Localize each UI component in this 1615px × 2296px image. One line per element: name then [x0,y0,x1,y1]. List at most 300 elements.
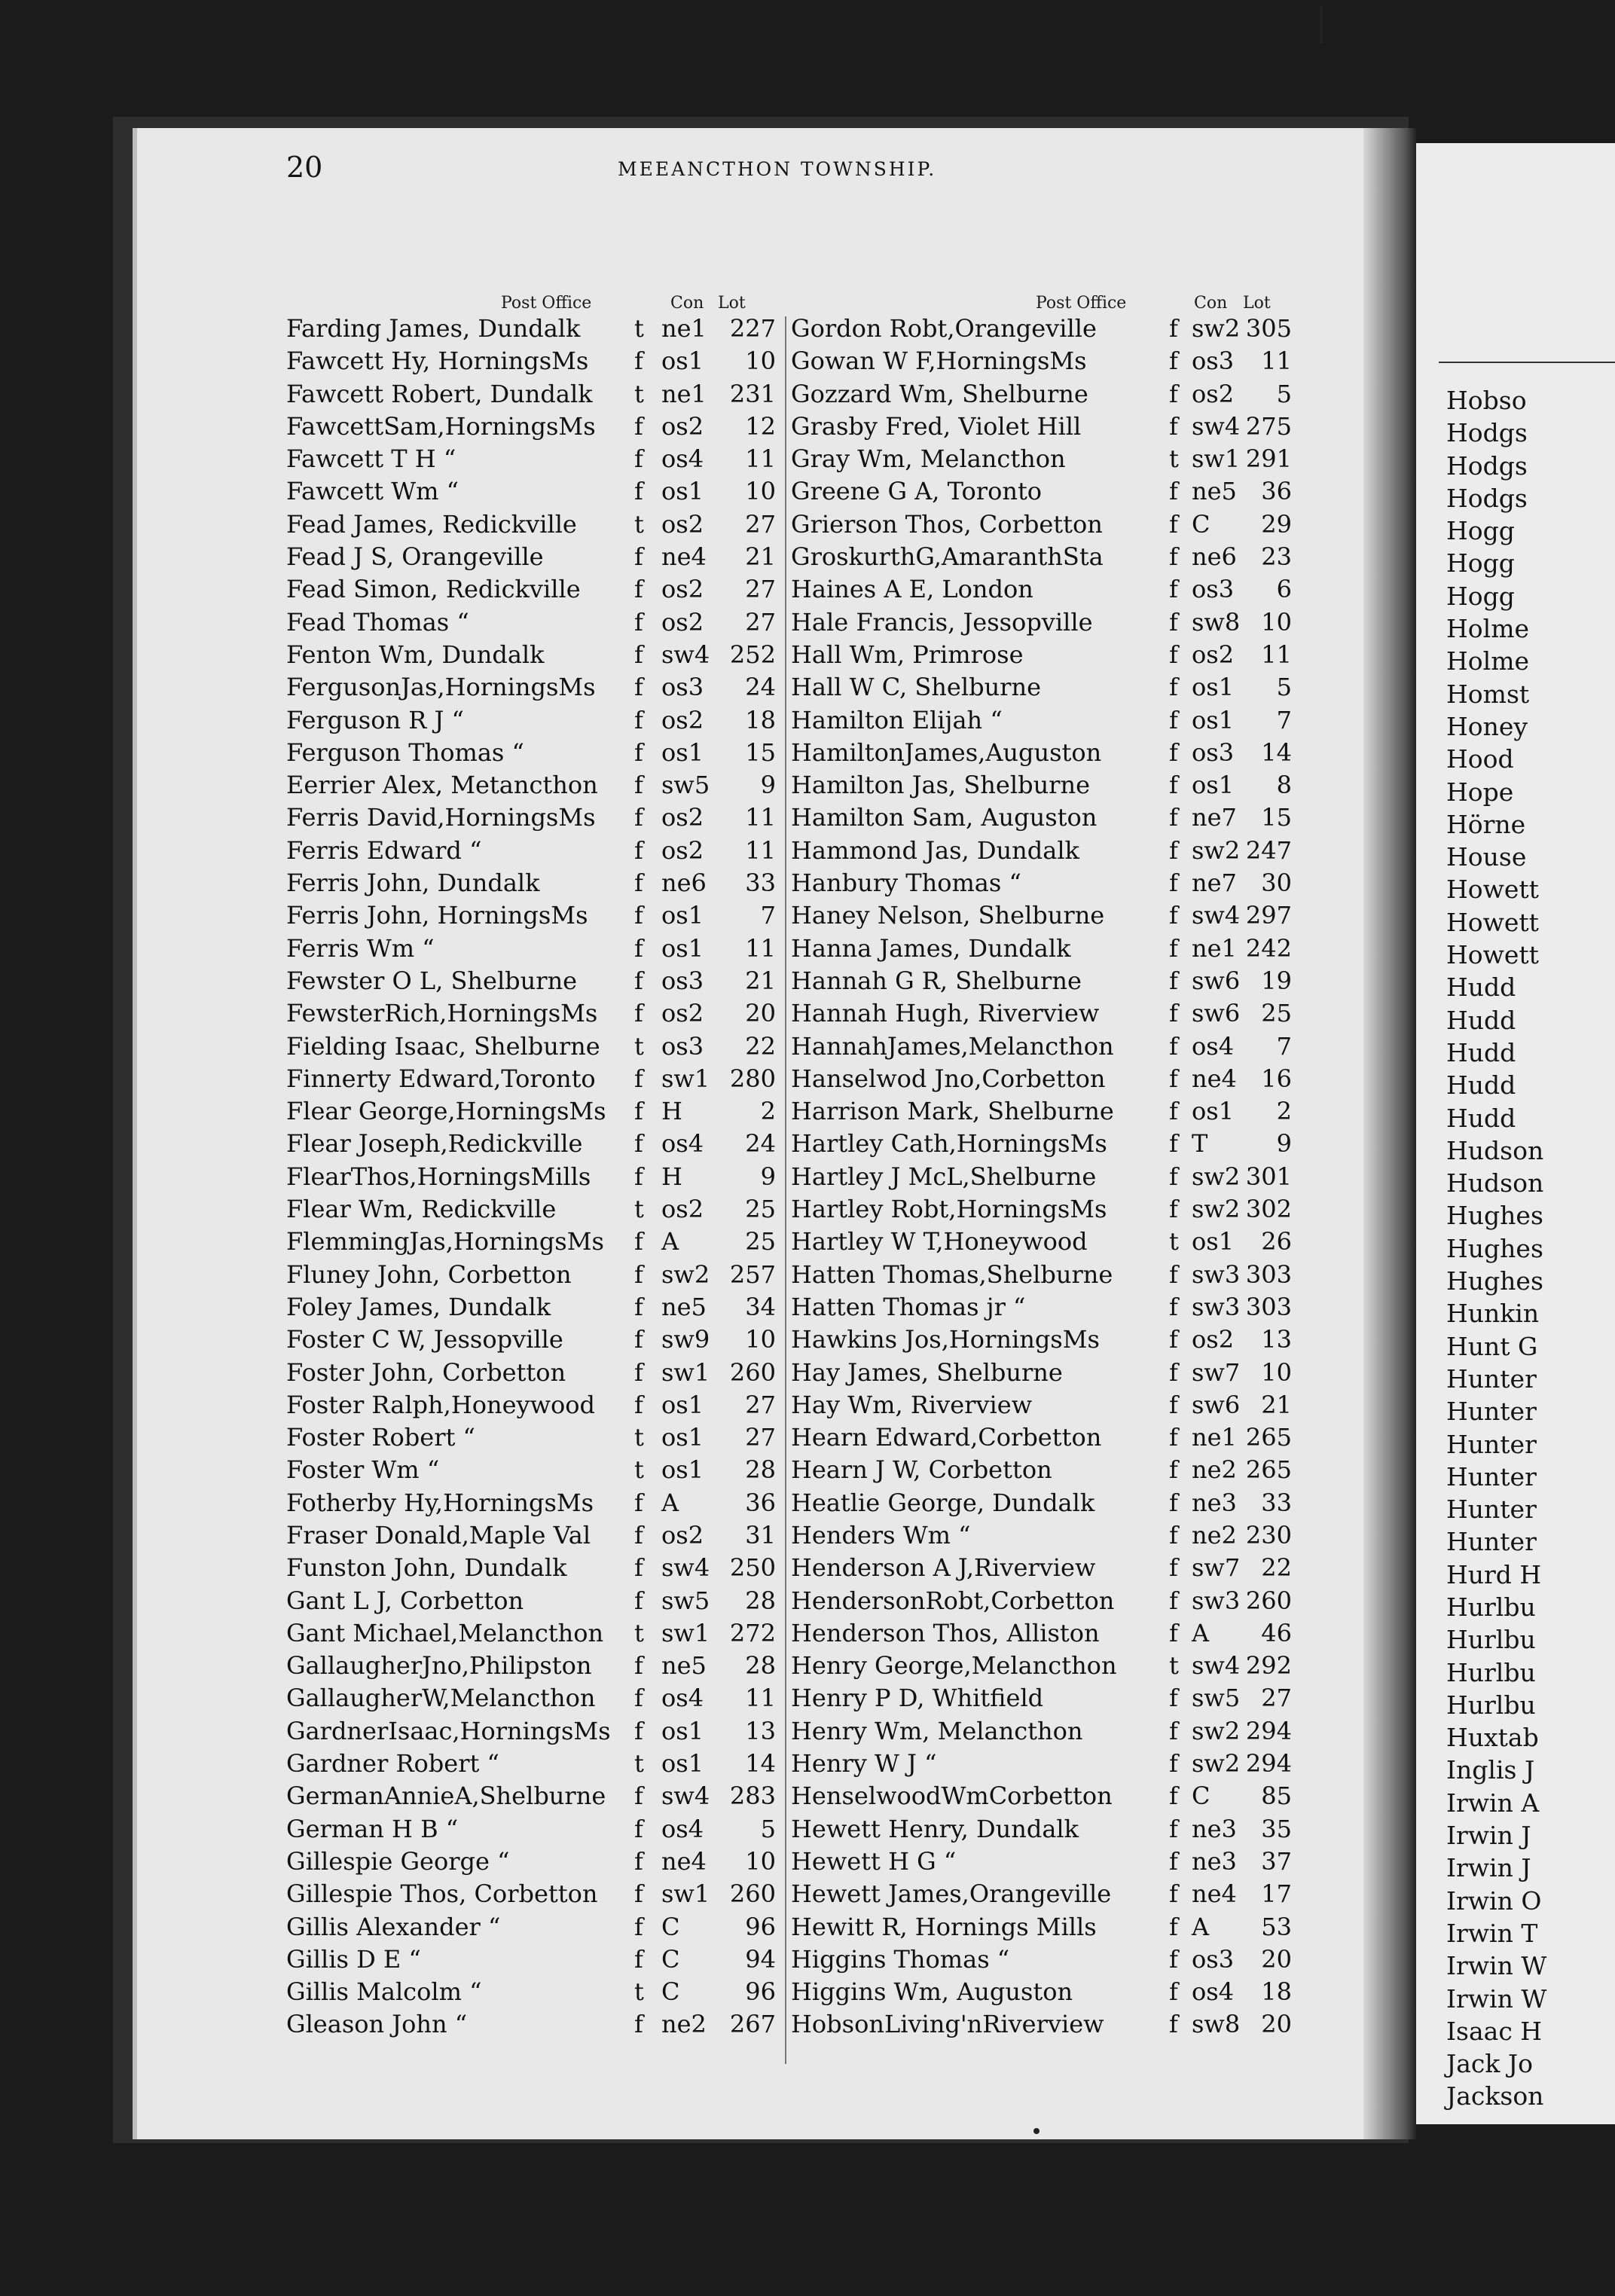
book-gutter [1363,128,1416,2139]
entry-type: f [634,1716,643,1745]
entry-name: Hartley J McL,Shelburne [791,1162,1097,1191]
entry-type: f [634,2010,643,2039]
entry-name: Gillespie George “ [286,1846,510,1876]
entry-concession: os1 [661,933,704,963]
entry-type: f [1169,705,1178,734]
directory-entry [286,1324,776,1356]
entry-lot: 27 [745,607,776,637]
entry-name: Flear Wm, Redickville [286,1195,557,1224]
entry-lot: 30 [1261,869,1292,898]
entry-name: FlearThos,HorningsMills [286,1162,591,1191]
entry-lot: 294 [1245,1749,1292,1778]
entry-name: Ferguson Thomas “ [286,737,524,767]
entry-concession: os4 [661,1129,704,1159]
entry-type: f [1169,1912,1178,1941]
facing-page-entry: Howett [1446,907,1539,937]
facing-page-entry: Irwin J [1446,1853,1531,1883]
entry-lot: 27 [1261,1684,1292,1713]
entry-type: f [1169,1749,1178,1778]
entry-type: f [634,1586,643,1615]
entry-type: f [1169,1325,1178,1354]
directory-entry [286,1911,776,1943]
entry-name: Foley James, Dundalk [286,1292,551,1321]
entry-lot: 267 [729,2010,776,2039]
entry-name: Heatlie George, Dundalk [791,1488,1095,1517]
entry-concession: sw2 [661,1259,710,1289]
entry-type: f [1169,575,1178,604]
directory-entry [286,378,776,411]
page-header [0,151,1409,196]
entry-name: GermanAnnieA,Shelburne [286,1782,606,1811]
entry-concession: ne6 [661,869,707,898]
entry-lot: 21 [1261,1390,1292,1419]
entry-name: Ferris John, Dundalk [286,869,540,898]
entry-lot: 252 [729,640,776,669]
directory-entry [791,475,1292,508]
entry-type: f [634,803,643,832]
entry-lot: 5 [1276,379,1292,408]
entry-name: FawcettSam,HorningsMs [286,411,596,441]
entry-type: f [1169,1455,1178,1485]
entry-lot: 2 [760,1097,776,1126]
entry-lot: 16 [1261,1064,1292,1093]
entry-concession: sw8 [1192,607,1241,637]
entry-type: f [1169,347,1178,376]
entry-concession: sw1 [661,1879,710,1909]
entry-name: Gowan W F,HorningsMs [791,347,1087,376]
entry-name: Grierson Thos, Corbetton [791,509,1103,539]
entry-name: Henry Wm, Melancthon [791,1716,1083,1745]
entry-lot: 303 [1245,1259,1292,1289]
entry-lot: 242 [1245,933,1292,963]
entry-lot: 297 [1245,901,1292,930]
directory-entry [791,1976,1292,2008]
entry-name: Fenton Wm, Dundalk [286,640,545,669]
entry-name: Ferris Wm “ [286,933,435,963]
entry-name: Gillis Malcolm “ [286,1977,482,2007]
entry-concession: ne4 [1192,1879,1237,1909]
entry-concession: sw1 [661,1064,710,1093]
entry-lot: 36 [745,1488,776,1517]
entry-concession: ne3 [1192,1846,1237,1876]
entry-lot: 28 [745,1586,776,1615]
entry-name: Haney Nelson, Shelburne [791,901,1105,930]
entry-type: t [634,1423,644,1452]
entry-lot: 305 [1245,314,1292,343]
entry-lot: 13 [1261,1325,1292,1354]
entry-concession: os2 [661,575,704,604]
entry-type: f [634,1553,643,1583]
directory-entry [791,1780,1292,1812]
entry-type: t [634,509,644,539]
entry-concession: os1 [1192,673,1235,702]
entry-name: Fead Simon, Redickville [286,575,581,604]
entry-name: Greene G A, Toronto [791,477,1043,506]
entry-name: Gardner Robert “ [286,1749,499,1778]
entry-name: Ferguson R J “ [286,705,464,734]
entry-concession: os3 [661,673,704,702]
entry-lot: 33 [1261,1488,1292,1517]
entry-type: f [1169,542,1178,572]
entry-type: f [634,347,643,376]
entry-name: Fead Thomas “ [286,607,469,637]
entry-name: Fawcett Wm “ [286,477,459,506]
entry-concession: ne3 [1192,1488,1237,1517]
entry-lot: 21 [745,966,776,995]
entry-concession: os1 [661,1749,704,1778]
entry-name: Fielding Isaac, Shelburne [286,1031,600,1061]
running-title: MEEANCTHON TOWNSHIP. [618,158,937,180]
entry-type: t [1169,1651,1179,1681]
entry-lot: 25 [745,1227,776,1256]
entry-type: f [1169,1814,1178,1843]
entry-lot: 10 [745,347,776,376]
entry-name: GallaugherJno,Philipston [286,1651,592,1681]
facing-page-entry: Irwin W [1446,1951,1547,1981]
entry-concession: ne5 [661,1651,707,1681]
facing-page-entry: Irwin T [1446,1918,1538,1948]
entry-concession: C [1192,509,1210,539]
entry-lot: 283 [729,1782,776,1811]
entry-lot: 20 [1261,1944,1292,1974]
entry-concession: sw2 [1192,1162,1241,1191]
entry-type: f [634,1292,643,1321]
entry-concession: ne2 [1192,1520,1237,1549]
entry-concession: ne7 [1192,869,1237,898]
entry-name: Hanbury Thomas “ [791,869,1021,898]
entry-concession: os3 [661,966,704,995]
directory-entry [286,801,776,834]
directory-entry [286,704,776,737]
directory-entry [791,801,1292,834]
entry-lot: 21 [745,542,776,572]
facing-page-entry: Irwin J [1446,1821,1531,1851]
entry-concession: os4 [661,1684,704,1713]
entry-name: Gillis Alexander “ [286,1912,501,1941]
directory-entry [791,1585,1292,1617]
entry-type: f [634,1390,643,1419]
entry-lot: 12 [745,411,776,441]
entry-type: f [634,673,643,702]
entry-type: f [634,1325,643,1354]
facing-page-entry: Hurlbu [1446,1690,1536,1720]
entry-concession: sw3 [1192,1259,1241,1289]
entry-type: f [1169,1520,1178,1549]
entry-name: Henderson Thos, Alliston [791,1618,1100,1647]
directory-entry [791,1748,1292,1780]
entry-lot: 15 [745,737,776,767]
entry-lot: 31 [745,1520,776,1549]
entry-lot: 265 [1245,1423,1292,1452]
entry-lot: 303 [1245,1292,1292,1321]
directory-entry [286,835,776,867]
entry-lot: 27 [745,1390,776,1419]
facing-page-entry: Hunter [1446,1397,1537,1427]
entry-concession: os1 [661,1423,704,1452]
facing-page-entry: Isaac H [1446,2016,1543,2046]
entry-concession: os2 [661,607,704,637]
entry-concession: sw8 [1192,2010,1241,2039]
entry-name: Hale Francis, Jessopville [791,607,1093,637]
entry-concession: ne1 [1192,1423,1237,1452]
entry-type: f [1169,1586,1178,1615]
entry-lot: 9 [760,771,776,800]
facing-page-entry: Hogg [1446,581,1515,611]
facing-page-list [1446,384,1546,2113]
entry-type: f [634,1684,643,1713]
entry-type: f [634,1162,643,1191]
entry-concession: sw9 [661,1325,710,1354]
directory-entry [286,867,776,899]
facing-page-entry: Hurlbu [1446,1625,1536,1655]
entry-type: f [634,771,643,800]
directory-entry [791,899,1292,932]
entry-name: Hartley Cath,HorningsMs [791,1129,1107,1159]
entry-concession: os2 [661,803,704,832]
header-con: Con [1194,294,1228,313]
scan-speck [1320,6,1323,44]
directory-entry [286,965,776,997]
entry-type: f [634,542,643,572]
directory-column-right [791,294,1292,2041]
directory-entry [286,1030,776,1063]
entry-name: Gillespie Thos, Corbetton [286,1879,598,1909]
entry-type: f [1169,1846,1178,1876]
directory-entry [791,411,1292,443]
directory-entry [791,1487,1292,1519]
directory-entry [286,573,776,606]
facing-page-entry: Hudd [1446,1103,1516,1133]
entry-concession: A [661,1227,679,1256]
entry-name: Ferris John, HorningsMs [286,901,588,930]
facing-page-entry: Howett [1446,875,1539,905]
entry-name: Ferris Edward “ [286,835,482,865]
entry-concession: sw2 [1192,1749,1241,1778]
entry-concession: os3 [1192,347,1235,376]
directory-entry [791,1389,1292,1421]
entry-concession: ne6 [1192,542,1237,572]
entry-type: f [1169,1129,1178,1159]
entry-type: f [1169,1097,1178,1126]
directory-entry [791,1682,1292,1714]
directory-entry [791,508,1292,541]
entry-name: Harrison Mark, Shelburne [791,1097,1114,1126]
entry-type: f [634,1064,643,1093]
facing-page-entry: Hope [1446,777,1514,807]
entry-name: Hewitt R, Hornings Mills [791,1912,1097,1941]
entry-type: t [634,1455,644,1485]
entry-lot: 7 [1276,705,1292,734]
entry-lot: 96 [745,1912,776,1941]
entry-type: f [634,1227,643,1256]
entry-name: Fraser Donald,Maple Val [286,1520,591,1549]
directory-entry [286,475,776,508]
entry-concession: sw4 [661,640,710,669]
directory-entry [286,1585,776,1617]
entry-lot: 25 [745,1195,776,1224]
directory-entry [286,1454,776,1486]
entry-lot: 7 [1276,1031,1292,1061]
entry-name: Hatten Thomas,Shelburne [791,1259,1113,1289]
entry-concession: os2 [1192,379,1235,408]
entry-lot: 27 [745,509,776,539]
directory-entry [791,1519,1292,1552]
facing-page-entry: Hodgs [1446,483,1528,513]
entry-name: Gray Wm, Melancthon [791,444,1066,474]
entry-concession: os4 [1192,1031,1235,1061]
entry-name: Hall W C, Shelburne [791,673,1042,702]
entry-lot: 18 [745,705,776,734]
entry-concession: os2 [661,509,704,539]
entry-name: Hanna James, Dundalk [791,933,1071,963]
entry-type: f [1169,1618,1178,1647]
entry-type: f [1169,1488,1178,1517]
entry-concession: ne2 [661,2010,707,2039]
directory-entry [791,1161,1292,1193]
facing-page-entry: Hudd [1446,1005,1516,1035]
facing-page-entry: Hurlbu [1446,1657,1536,1687]
directory-entry [286,2008,776,2041]
entry-name: Grasby Fred, Violet Hill [791,411,1082,441]
entry-name: Foster Wm “ [286,1455,440,1485]
entry-lot: 22 [745,1031,776,1061]
entry-name: Foster Robert “ [286,1423,475,1452]
entry-lot: 36 [1261,477,1292,506]
entry-lot: 227 [729,314,776,343]
directory-entry [791,2008,1292,2041]
entry-name: HenselwoodWmCorbetton [791,1782,1113,1811]
entry-name: HobsonLiving'nRiverview [791,2010,1104,2039]
entry-lot: 25 [1261,999,1292,1028]
entry-lot: 10 [745,477,776,506]
entry-type: f [1169,1195,1178,1224]
entry-name: Hawkins Jos,HorningsMs [791,1325,1100,1354]
entry-type: f [634,869,643,898]
entry-name: Fawcett T H “ [286,444,456,474]
entry-concession: sw4 [661,1782,710,1811]
directory-entry [791,867,1292,899]
entry-type: f [1169,966,1178,995]
entry-type: t [634,1749,644,1778]
facing-page-entry: Hogg [1446,548,1515,579]
entry-lot: 34 [745,1292,776,1321]
entry-concession: ne1 [661,314,707,343]
entry-type: f [1169,1292,1178,1321]
entry-name: German H B “ [286,1814,459,1843]
facing-page-entry: Howett [1446,940,1539,970]
directory-entry [286,997,776,1030]
entry-type: f [634,1097,643,1126]
entry-concession: sw2 [1192,314,1241,343]
entry-type: f [1169,1879,1178,1909]
facing-page-entry: Inglis J [1446,1755,1535,1785]
entry-concession: os3 [1192,1944,1235,1974]
entry-concession: sw6 [1192,999,1241,1028]
directory-entry [286,411,776,443]
directory-entry [791,769,1292,801]
entry-name: Hannah G R, Shelburne [791,966,1082,995]
entry-lot: 23 [1261,542,1292,572]
entry-type: f [1169,2010,1178,2039]
facing-page-entry: Irwin O [1446,1885,1542,1916]
entry-lot: 294 [1245,1716,1292,1745]
entry-type: f [1169,1684,1178,1713]
directory-entry [286,1291,776,1324]
directory-entry [791,606,1292,639]
entry-type: f [1169,477,1178,506]
entry-concession: T [1192,1129,1208,1159]
entry-lot: 292 [1245,1651,1292,1681]
directory-entry [791,1715,1292,1748]
entry-lot: 19 [1261,966,1292,995]
entry-concession: os2 [661,1520,704,1549]
entry-concession: A [1192,1912,1210,1941]
entry-lot: 14 [745,1749,776,1778]
header-lot: Lot [718,294,746,313]
entry-lot: 27 [745,1423,776,1452]
entry-name: Foster C W, Jessopville [286,1325,563,1354]
directory-entry [791,313,1292,345]
entry-concession: os2 [1192,1325,1235,1354]
entry-name: Fead J S, Orangeville [286,542,544,572]
column-header [791,294,1292,312]
directory-entry [286,933,776,965]
entry-name: Higgins Wm, Auguston [791,1977,1073,2007]
directory-column-left [286,294,776,2041]
entry-concession: sw6 [1192,1390,1241,1419]
entry-type: f [634,1944,643,1974]
entry-type: f [634,999,643,1028]
entry-concession: sw1 [661,1618,710,1647]
directory-entry [286,1617,776,1650]
entry-lot: 231 [729,379,776,408]
facing-page-entry: Homst [1446,679,1530,709]
entry-type: f [634,575,643,604]
entry-lot: 6 [1276,575,1292,604]
entry-name: Hewett James,Orangeville [791,1879,1112,1909]
facing-page-entry: Hodgs [1446,450,1528,481]
entry-concession: sw2 [1192,1195,1241,1224]
facing-page-entry: Irwin W [1446,1983,1547,2014]
entry-lot: 24 [745,673,776,702]
entry-type: f [634,1651,643,1681]
directory-entry [791,704,1292,737]
entry-concession: H [661,1162,682,1191]
entry-type: f [634,933,643,963]
entry-type: t [1169,444,1179,474]
entry-type: f [1169,1553,1178,1583]
entry-name: Gillis D E “ [286,1944,421,1974]
facing-page-entry: Irwin A [1446,1788,1540,1818]
directory-entry [286,1813,776,1846]
facing-page-entry: Hurlbu [1446,1592,1536,1622]
entry-type: f [1169,640,1178,669]
entry-concession: os2 [661,999,704,1028]
entry-name: HamiltonJames,Auguston [791,737,1102,767]
entry-lot: 96 [745,1977,776,2007]
directory-entry [791,933,1292,965]
directory-entry [286,671,776,704]
entry-lot: 29 [1261,509,1292,539]
facing-page-entry: Hudson [1446,1168,1544,1198]
directory-entry [286,1943,776,1976]
directory-entry [791,1193,1292,1226]
entry-lot: 11 [1261,347,1292,376]
directory-entry [791,1421,1292,1454]
entry-name: Hay Wm, Riverview [791,1390,1033,1419]
facing-page-entry: Hodgs [1446,418,1528,448]
directory-entry [286,606,776,639]
